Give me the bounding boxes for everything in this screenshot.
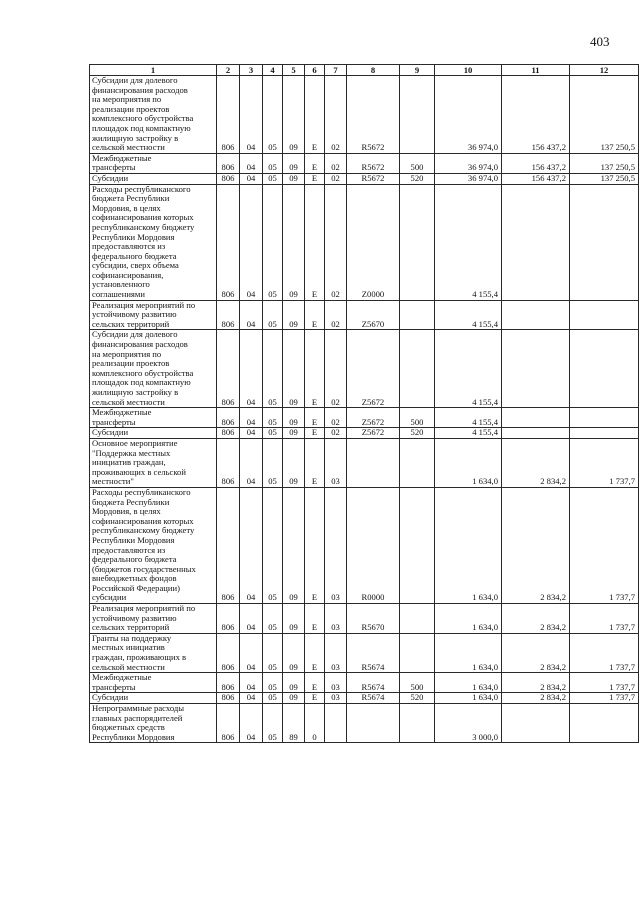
code-cell: Е [305, 673, 325, 693]
amount-cell: 1 737,7 [570, 673, 639, 693]
code-cell: 02 [325, 330, 347, 408]
code-cell: Е [305, 173, 325, 184]
code-cell: Е [305, 633, 325, 672]
target-code-cell: R5672 [347, 153, 400, 173]
table-row [90, 300, 639, 330]
code-cell: 806 [217, 673, 240, 693]
target-code-cell: R0000 [347, 487, 400, 603]
code-cell [325, 704, 347, 743]
column-header: 10 [435, 65, 502, 76]
amount-cell: 4 155,4 [435, 428, 502, 439]
code-cell: 04 [240, 300, 263, 330]
expense-type-cell [400, 704, 435, 743]
item-name-cell: Межбюджетные трансферты [90, 408, 217, 428]
amount-cell: 4 155,4 [435, 408, 502, 428]
code-cell: 05 [263, 633, 283, 672]
code-cell: 02 [325, 76, 347, 154]
code-cell: 05 [263, 300, 283, 330]
code-cell: 05 [263, 604, 283, 634]
target-code-cell: R5672 [347, 173, 400, 184]
code-cell: 04 [240, 693, 263, 704]
item-name-cell: Реализация мероприятий по устойчивому развитию сельских территорий [90, 604, 217, 634]
code-cell: Е [305, 184, 325, 300]
table-row [90, 153, 639, 173]
item-name-cell: Субсидии [90, 693, 217, 704]
code-cell: 05 [263, 428, 283, 439]
amount-cell: 137 250,5 [570, 173, 639, 184]
item-name-cell: Расходы республиканского бюджета Республики Мордовия, в целях софинансирования которых республиканскому бюджету Республики Мордовия предоставляются из федерального бюджета (бюджетов государственных внебюджетных фондов Российской Федерации) субсидии [90, 487, 217, 603]
amount-cell [502, 330, 570, 408]
item-name-cell: Субсидии [90, 173, 217, 184]
amount-cell [570, 184, 639, 300]
column-header: 3 [240, 65, 263, 76]
table-row [90, 704, 639, 743]
target-code-cell: Z5672 [347, 330, 400, 408]
target-code-cell: R5674 [347, 673, 400, 693]
code-cell: 04 [240, 76, 263, 154]
column-header: 6 [305, 65, 325, 76]
table-header [90, 65, 639, 76]
amount-cell [502, 408, 570, 428]
code-cell: 03 [325, 438, 347, 487]
target-code-cell: Z5672 [347, 428, 400, 439]
code-cell: Е [305, 153, 325, 173]
amount-cell [570, 408, 639, 428]
code-cell: 05 [263, 487, 283, 603]
expense-type-cell: 500 [400, 153, 435, 173]
code-cell: 09 [283, 330, 305, 408]
code-cell: 02 [325, 184, 347, 300]
expense-type-cell: 500 [400, 408, 435, 428]
table-row [90, 487, 639, 603]
amount-cell [570, 330, 639, 408]
code-cell: 09 [283, 76, 305, 154]
code-cell: 806 [217, 184, 240, 300]
page-number: 403 [590, 34, 610, 49]
column-header: 9 [400, 65, 435, 76]
expense-type-cell [400, 487, 435, 603]
amount-cell: 137 250,5 [570, 76, 639, 154]
table-row [90, 76, 639, 154]
code-cell: Е [305, 330, 325, 408]
target-code-cell: Z5672 [347, 408, 400, 428]
code-cell: Е [305, 604, 325, 634]
amount-cell: 2 834,2 [502, 673, 570, 693]
target-code-cell: R5674 [347, 693, 400, 704]
code-cell: 04 [240, 487, 263, 603]
expense-type-cell [400, 633, 435, 672]
amount-cell: 1 737,7 [570, 438, 639, 487]
expense-type-cell: 520 [400, 428, 435, 439]
item-name-cell: Субсидии для долевого финансирования расходов на мероприятия по реализации проектов комплексного обустройства площадок под компактную жилищную застройку в сельской местности [90, 76, 217, 154]
code-cell: 806 [217, 153, 240, 173]
amount-cell: 4 155,4 [435, 300, 502, 330]
table-row [90, 673, 639, 693]
column-header: 5 [283, 65, 305, 76]
code-cell: 806 [217, 428, 240, 439]
column-header: 4 [263, 65, 283, 76]
amount-cell: 4 155,4 [435, 184, 502, 300]
amount-cell: 2 834,2 [502, 633, 570, 672]
expense-type-cell [400, 330, 435, 408]
amount-cell: 36 974,0 [435, 153, 502, 173]
amount-cell: 4 155,4 [435, 330, 502, 408]
table-row [90, 173, 639, 184]
table-row [90, 604, 639, 634]
code-cell: 89 [283, 704, 305, 743]
amount-cell: 1 737,7 [570, 693, 639, 704]
expense-type-cell: 520 [400, 693, 435, 704]
code-cell: 09 [283, 438, 305, 487]
item-name-cell: Субсидии [90, 428, 217, 439]
table-row [90, 438, 639, 487]
amount-cell: 1 737,7 [570, 487, 639, 603]
amount-cell: 36 974,0 [435, 173, 502, 184]
code-cell: 05 [263, 408, 283, 428]
target-code-cell: R5674 [347, 633, 400, 672]
code-cell: Е [305, 438, 325, 487]
code-cell: 04 [240, 330, 263, 408]
amount-cell: 156 437,2 [502, 153, 570, 173]
amount-cell: 1 634,0 [435, 604, 502, 634]
code-cell: 05 [263, 693, 283, 704]
code-cell: 09 [283, 693, 305, 704]
code-cell: 04 [240, 173, 263, 184]
table-row [90, 428, 639, 439]
code-cell: 05 [263, 173, 283, 184]
amount-cell: 2 834,2 [502, 487, 570, 603]
amount-cell: 156 437,2 [502, 173, 570, 184]
code-cell: 806 [217, 604, 240, 634]
code-cell: 806 [217, 693, 240, 704]
amount-cell [570, 300, 639, 330]
code-cell: 806 [217, 330, 240, 408]
code-cell: 02 [325, 153, 347, 173]
code-cell: 05 [263, 153, 283, 173]
code-cell: 03 [325, 633, 347, 672]
column-header: 8 [347, 65, 400, 76]
item-name-cell: Гранты на поддержку местных инициатив граждан, проживающих в сельской местности [90, 633, 217, 672]
code-cell: 03 [325, 673, 347, 693]
code-cell: 03 [325, 693, 347, 704]
amount-cell [570, 704, 639, 743]
code-cell: 806 [217, 76, 240, 154]
code-cell: 05 [263, 184, 283, 300]
code-cell: 02 [325, 173, 347, 184]
expense-type-cell [400, 300, 435, 330]
amount-cell: 137 250,5 [570, 153, 639, 173]
code-cell: Е [305, 408, 325, 428]
code-cell: 04 [240, 408, 263, 428]
amount-cell: 1 634,0 [435, 633, 502, 672]
item-name-cell: Расходы республиканского бюджета Республики Мордовия, в целях софинансирования которых республиканскому бюджету Республики Мордовия предоставляются из федерального бюджета субсидии, сверх объема софинансирования, установленного соглашениями [90, 184, 217, 300]
code-cell: 09 [283, 487, 305, 603]
target-code-cell: Z5670 [347, 300, 400, 330]
code-cell: Е [305, 300, 325, 330]
item-name-cell: Межбюджетные трансферты [90, 673, 217, 693]
amount-cell: 1 737,7 [570, 604, 639, 634]
target-code-cell: R5672 [347, 76, 400, 154]
code-cell: 04 [240, 673, 263, 693]
code-cell: 05 [263, 438, 283, 487]
item-name-cell: Основное мероприятие "Поддержка местных инициатив граждан, проживающих в сельской местности" [90, 438, 217, 487]
header-row [90, 65, 639, 76]
column-header: 7 [325, 65, 347, 76]
code-cell: 806 [217, 633, 240, 672]
amount-cell [502, 428, 570, 439]
code-cell: 09 [283, 153, 305, 173]
code-cell: 09 [283, 428, 305, 439]
code-cell: 03 [325, 487, 347, 603]
code-cell: 806 [217, 704, 240, 743]
amount-cell: 36 974,0 [435, 76, 502, 154]
expense-type-cell [400, 438, 435, 487]
expense-type-cell: 520 [400, 173, 435, 184]
amount-cell: 3 000,0 [435, 704, 502, 743]
code-cell: 02 [325, 428, 347, 439]
code-cell: 05 [263, 673, 283, 693]
target-code-cell: R5670 [347, 604, 400, 634]
code-cell: 04 [240, 604, 263, 634]
expense-type-cell [400, 184, 435, 300]
code-cell: 04 [240, 428, 263, 439]
code-cell: 09 [283, 633, 305, 672]
table-body [90, 76, 639, 743]
code-cell: 04 [240, 184, 263, 300]
amount-cell [570, 428, 639, 439]
amount-cell [502, 184, 570, 300]
amount-cell: 1 634,0 [435, 693, 502, 704]
column-header: 12 [570, 65, 639, 76]
code-cell: 0 [305, 704, 325, 743]
code-cell: 09 [283, 408, 305, 428]
code-cell: 02 [325, 300, 347, 330]
expense-type-cell [400, 76, 435, 154]
code-cell: 05 [263, 76, 283, 154]
code-cell: 04 [240, 438, 263, 487]
table-row [90, 330, 639, 408]
expense-type-cell: 500 [400, 673, 435, 693]
table-row [90, 633, 639, 672]
code-cell: 09 [283, 184, 305, 300]
code-cell: 09 [283, 673, 305, 693]
amount-cell: 1 737,7 [570, 633, 639, 672]
budget-table [89, 64, 639, 743]
code-cell: 806 [217, 438, 240, 487]
code-cell: 03 [325, 604, 347, 634]
amount-cell: 2 834,2 [502, 604, 570, 634]
amount-cell [502, 300, 570, 330]
code-cell: 04 [240, 633, 263, 672]
amount-cell: 2 834,2 [502, 693, 570, 704]
column-header: 11 [502, 65, 570, 76]
amount-cell: 2 834,2 [502, 438, 570, 487]
code-cell: 02 [325, 408, 347, 428]
column-header: 2 [217, 65, 240, 76]
code-cell: 09 [283, 604, 305, 634]
item-name-cell: Субсидии для долевого финансирования расходов на мероприятия по реализации проектов комплексного обустройства площадок под компактную жилищную застройку в сельской местности [90, 330, 217, 408]
item-name-cell: Непрограммные расходы главных распорядителей бюджетных средств Республики Мордовия [90, 704, 217, 743]
expense-type-cell [400, 604, 435, 634]
code-cell: 09 [283, 300, 305, 330]
code-cell: 09 [283, 173, 305, 184]
amount-cell: 156 437,2 [502, 76, 570, 154]
code-cell: Е [305, 693, 325, 704]
item-name-cell: Межбюджетные трансферты [90, 153, 217, 173]
target-code-cell: Z0000 [347, 184, 400, 300]
target-code-cell [347, 704, 400, 743]
table-row [90, 693, 639, 704]
item-name-cell: Реализация мероприятий по устойчивому развитию сельских территорий [90, 300, 217, 330]
code-cell: 806 [217, 487, 240, 603]
amount-cell [502, 704, 570, 743]
code-cell: 04 [240, 153, 263, 173]
code-cell: 806 [217, 408, 240, 428]
code-cell: 806 [217, 300, 240, 330]
code-cell: 05 [263, 704, 283, 743]
amount-cell: 1 634,0 [435, 487, 502, 603]
code-cell: 806 [217, 173, 240, 184]
code-cell: Е [305, 487, 325, 603]
amount-cell: 1 634,0 [435, 673, 502, 693]
code-cell: 05 [263, 330, 283, 408]
target-code-cell [347, 438, 400, 487]
table-row [90, 184, 639, 300]
code-cell: Е [305, 76, 325, 154]
amount-cell: 1 634,0 [435, 438, 502, 487]
column-header: 1 [90, 65, 217, 76]
table-row [90, 408, 639, 428]
code-cell: 04 [240, 704, 263, 743]
code-cell: Е [305, 428, 325, 439]
